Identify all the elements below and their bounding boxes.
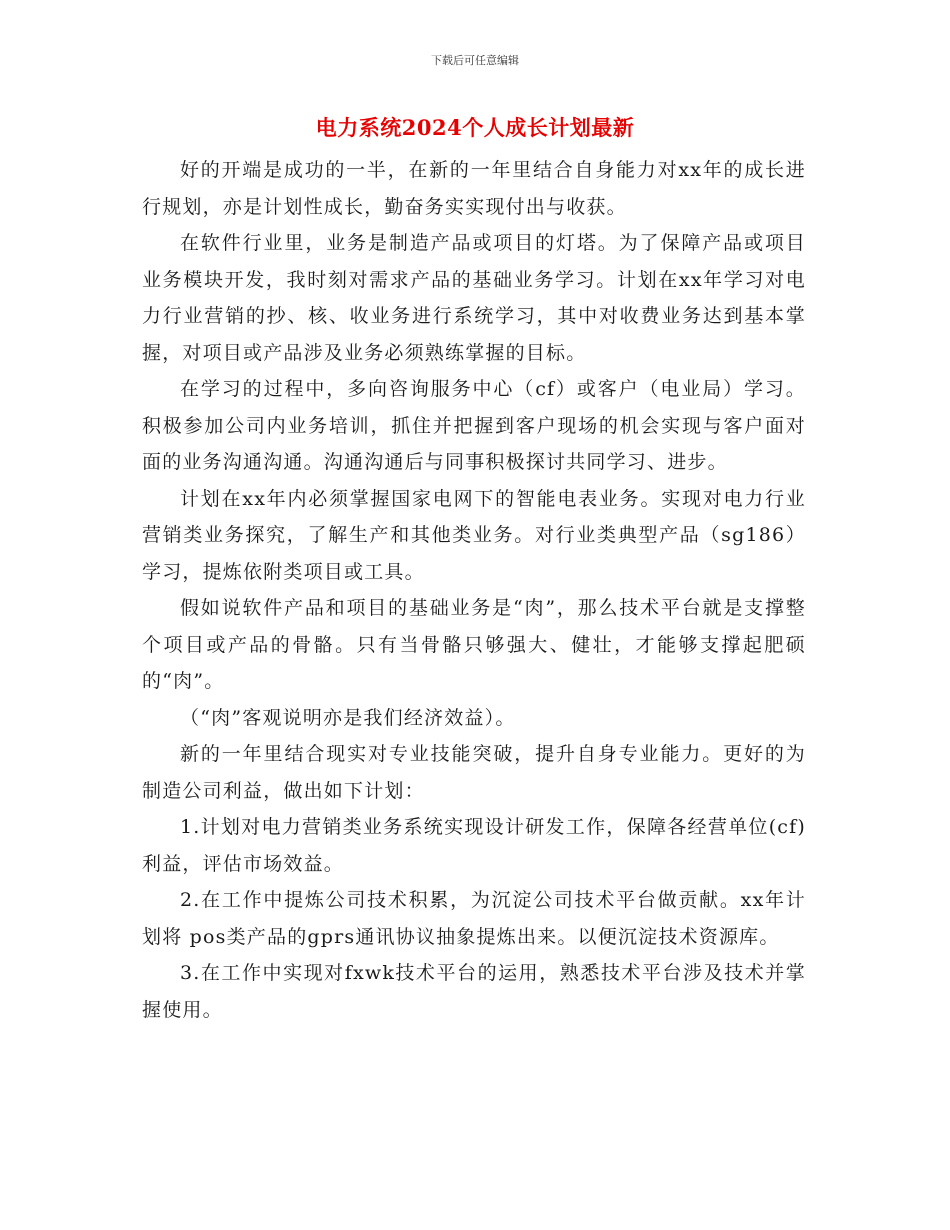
document-body bbox=[142, 152, 806, 1028]
paragraph-2: 在软件行业里，业务是制造产品或项目的灯塔。为了保障产品或项目业务模块开发，我时刻对需求产品的基础业务学习。计划在xx年学习对电力行业营销的抄、核、收业务进行系统学习，其中对收费业务达到基本掌握，对项目或产品涉及业务必须熟练掌握的目标。 bbox=[142, 232, 806, 364]
paragraph-4: 计划在xx年内必须掌握国家电网下的智能电表业务。实现对电力行业营销类业务探究，了解生产和其他类业务。对行业类典型产品（sg186）学习，提炼依附类项目或工具。 bbox=[142, 487, 806, 583]
paragraph-7: 新的一年里结合现实对专业技能突破，提升自身专业能力。更好的为制造公司利益，做出如下计划： bbox=[142, 743, 806, 802]
paragraph-8: 1.计划对电力营销类业务系统实现设计研发工作，保障各经营单位(cf)利益，评估市场效益。 bbox=[142, 816, 806, 875]
paragraph-6: （“肉”客观说明亦是我们经济效益）。 bbox=[180, 706, 516, 729]
paragraph-3: 在学习的过程中，多向咨询服务中心（cf）或客户（电业局）学习。积极参加公司内业务培训，抓住并把握到客户现场的机会实现与客户面对面的业务沟通沟通。沟通沟通后与同事积极探讨共同学习、进步。 bbox=[142, 378, 806, 473]
page-header-note: 下载后可任意编辑 bbox=[431, 54, 519, 67]
paragraph-10: 3.在工作中实现对fxwk技术平台的运用，熟悉技术平台涉及技术并掌握使用。 bbox=[142, 962, 806, 1021]
paragraph-1: 好的开端是成功的一半，在新的一年里结合自身能力对xx年的成长进行规划，亦是计划性成长，勤奋务实实现付出与收获。 bbox=[142, 159, 806, 218]
document-title: 电力系统2024个人成长计划最新 bbox=[315, 115, 635, 140]
paragraph-9: 2.在工作中提炼公司技术积累，为沉淀公司技术平台做贡献。xx年计划将 pos类产品的gprs通讯协议抽象提炼出来。以便沉淀技术资源库。 bbox=[142, 889, 806, 948]
paragraph-5: 假如说软件产品和项目的基础业务是“肉”，那么技术平台就是支撑整个项目或产品的骨骼。只有当骨骼只够强大、健壮，才能够支撑起肥硕的“肉”。 bbox=[142, 597, 806, 692]
